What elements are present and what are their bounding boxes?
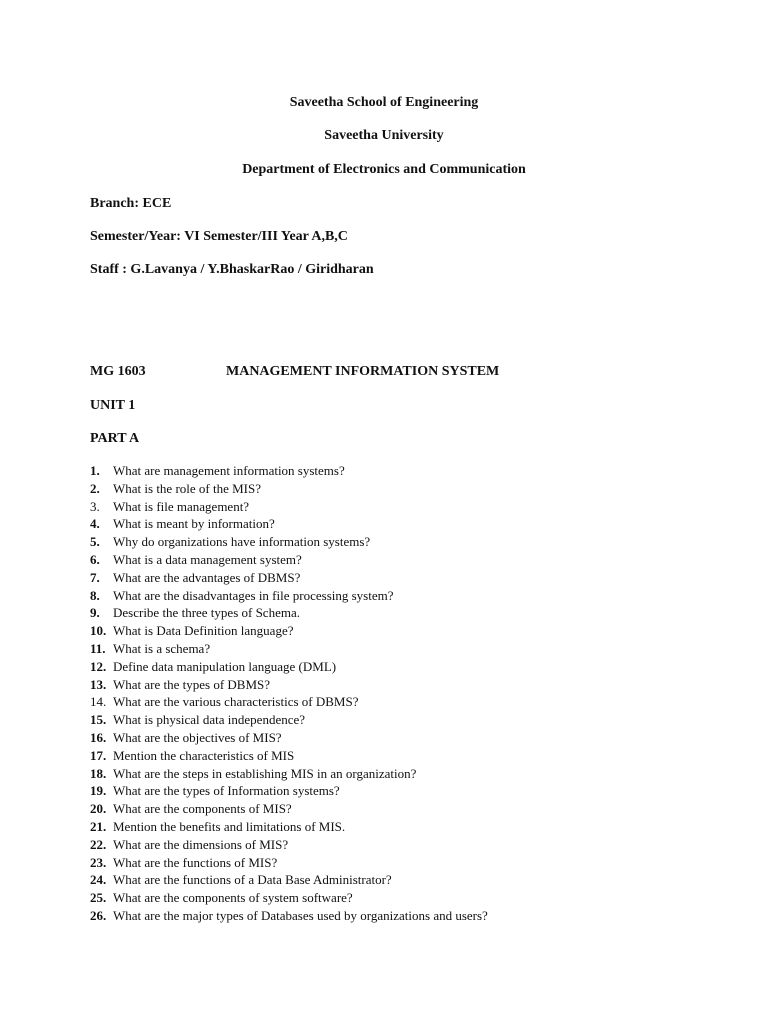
question-number: 24. [90, 872, 107, 888]
question-text: What are the types of DBMS? [113, 676, 271, 692]
question-text: Define data manipulation language (DML) [113, 658, 337, 674]
question-item [90, 515, 488, 533]
part-heading: PART A [90, 431, 140, 446]
question-number: 11. [90, 640, 106, 656]
question-number: 3. [90, 498, 100, 514]
question-text: What is a schema? [113, 640, 211, 656]
question-item [90, 782, 488, 800]
question-item [90, 907, 488, 925]
question-text: What are the components of system software? [113, 890, 353, 906]
course-code: MG 1603 [90, 364, 146, 379]
question-number: 6. [90, 551, 100, 567]
question-item [90, 604, 488, 622]
question-text: What are the components of MIS? [113, 801, 292, 817]
question-number: 20. [90, 801, 107, 817]
question-text: What is a data management system? [113, 551, 302, 567]
question-number: 16. [90, 729, 107, 745]
question-text: What are the major types of Databases used by organizations and users? [113, 907, 488, 923]
question-text: What is the role of the MIS? [113, 480, 262, 496]
question-number: 22. [90, 836, 107, 852]
question-text: What are the functions of a Data Base Administrator? [113, 872, 392, 888]
question-text: What is file management? [113, 498, 250, 514]
question-text: Mention the characteristics of MIS [113, 747, 295, 763]
question-item [90, 889, 488, 907]
university-name: Saveetha University [324, 128, 444, 143]
course-title: MANAGEMENT INFORMATION SYSTEM [226, 364, 500, 379]
question-text: What are the steps in establishing MIS in an organization? [113, 765, 417, 781]
question-item [90, 462, 488, 480]
question-number: 15. [90, 712, 107, 728]
question-item [90, 587, 488, 605]
question-number: 5. [90, 534, 100, 550]
question-number: 9. [90, 605, 100, 621]
question-number: 25. [90, 890, 107, 906]
semester-line: Semester/Year: VI Semester/III Year A,B,C [90, 229, 348, 244]
question-number: 14. [90, 694, 107, 710]
question-text: Describe the three types of Schema. [113, 605, 300, 621]
question-text: What is physical data independence? [113, 712, 306, 728]
question-text: What is Data Definition language? [113, 623, 294, 639]
question-number: 17. [90, 747, 107, 763]
question-number: 2. [90, 480, 100, 496]
question-item [90, 551, 488, 569]
department-name: Department of Electronics and Communication [242, 162, 526, 177]
question-item [90, 729, 488, 747]
question-item [90, 800, 488, 818]
staff-line: Staff : G.Lavanya / Y.BhaskarRao / Giridharan [90, 262, 374, 277]
question-text: What is meant by information? [113, 516, 275, 532]
question-text: What are the types of Information systems? [113, 783, 340, 799]
question-number: 12. [90, 658, 107, 674]
question-text: What are the objectives of MIS? [113, 729, 282, 745]
question-number: 1. [90, 463, 100, 478]
question-item [90, 480, 488, 498]
question-text: Mention the benefits and limitations of MIS. [113, 818, 346, 834]
question-text: What are the various characteristics of DBMS? [113, 694, 359, 710]
unit-heading: UNIT 1 [90, 398, 136, 413]
question-list [90, 462, 488, 925]
question-text: What are the advantages of DBMS? [113, 569, 301, 585]
question-number: 26. [90, 907, 107, 923]
question-number: 23. [90, 854, 107, 870]
branch-line: Branch: ECE [90, 196, 172, 211]
question-text: What are management information systems? [113, 463, 345, 478]
question-number: 18. [90, 765, 107, 781]
question-text: What are the dimensions of MIS? [113, 836, 289, 852]
question-number: 4. [90, 516, 100, 532]
question-item [90, 765, 488, 783]
question-number: 19. [90, 783, 107, 799]
question-number: 21. [90, 818, 107, 834]
question-number: 8. [90, 587, 100, 603]
question-item [90, 622, 488, 640]
question-text: What are the functions of MIS? [113, 854, 278, 870]
question-item [90, 836, 488, 854]
question-item [90, 747, 488, 765]
question-item [90, 640, 488, 658]
question-text: Why do organizations have information systems? [113, 534, 371, 550]
question-item [90, 569, 488, 587]
question-item [90, 533, 488, 551]
question-item [90, 818, 488, 836]
question-number: 13. [90, 676, 107, 692]
question-number: 10. [90, 623, 107, 639]
question-item [90, 711, 488, 729]
question-item [90, 498, 488, 516]
question-item [90, 871, 488, 889]
question-item [90, 854, 488, 872]
question-item [90, 658, 488, 676]
school-name: Saveetha School of Engineering [289, 95, 479, 110]
question-text: What are the disadvantages in file processing system? [113, 587, 394, 603]
question-number: 7. [90, 569, 100, 585]
question-item [90, 693, 488, 711]
question-item [90, 676, 488, 694]
